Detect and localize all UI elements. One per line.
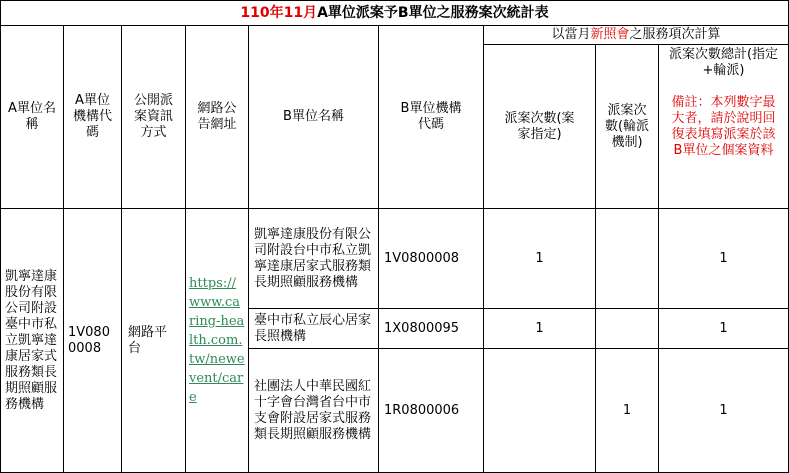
table-row-2-rotation	[596, 309, 659, 349]
header-a-name: A單位名稱	[1, 26, 64, 209]
table-row-3-b-name: 社團法人中華民國紅十字會台灣省台中市支會附設居家式服務類長期照顧服務機構	[249, 349, 379, 473]
title-month: 110年11月	[240, 5, 318, 21]
header-publish-method: 公開派案資訊方式	[122, 26, 186, 209]
a-unit-name: 凱寧達康股份有限公司附設臺中市私立凱寧達康居家式服務類長期照顧服務機構	[1, 209, 64, 473]
table-row-1-rotation	[596, 209, 659, 309]
title-text: A單位派案予B單位之服務案次統計表	[317, 5, 549, 21]
header-designated: 派案次數(案家指定)	[484, 45, 596, 209]
group-header-highlight: 新照會	[590, 27, 630, 42]
a-unit-url-cell	[186, 209, 249, 473]
table-row-2-b-name: 臺中市私立辰心居家長照機構	[249, 309, 379, 349]
header-b-code: B單位機構代碼	[379, 26, 484, 209]
header-website: 網路公告網址	[186, 26, 249, 209]
table-row-1-b-name: 凱寧達康股份有限公司附設台中市私立凱寧達康居家式服務類長期照顧服務機構	[249, 209, 379, 309]
total-note: 備註：本列數字最大者，請於說明回復表填寫派案於該B單位之個案資料	[671, 95, 776, 158]
header-a-code: A單位機構代碼	[64, 26, 122, 209]
table-row-2-b-code: 1X0800095	[379, 309, 484, 349]
table-row-3-total: 1	[659, 349, 789, 473]
table-row-2-total: 1	[659, 309, 789, 349]
header-rotation: 派案次數(輪派機制)	[596, 45, 659, 209]
table-row-3-designated	[484, 349, 596, 473]
table-row-3-rotation: 1	[596, 349, 659, 473]
table-row-1-total: 1	[659, 209, 789, 309]
website-link[interactable]: https://www.caring-health.com.tw/newevent/care	[189, 276, 245, 405]
table-row-3-b-code: 1R0800006	[379, 349, 484, 473]
a-unit-code: 1V0800008	[64, 209, 122, 473]
table-row-1-designated: 1	[484, 209, 596, 309]
table-row-2-designated: 1	[484, 309, 596, 349]
a-unit-method: 網路平台	[122, 209, 186, 473]
table-row-1-b-code: 1V0800008	[379, 209, 484, 309]
header-group-new-referral: 以當月 新照會 之服務項次計算	[484, 26, 789, 45]
table-title	[1, 1, 789, 26]
header-b-name: B單位名稱	[249, 26, 379, 209]
header-total: 派案次數總計(指定+輪派) 備註：本列數字最大者，請於說明回復表填寫派案於該B單位之個案資料	[659, 45, 789, 209]
